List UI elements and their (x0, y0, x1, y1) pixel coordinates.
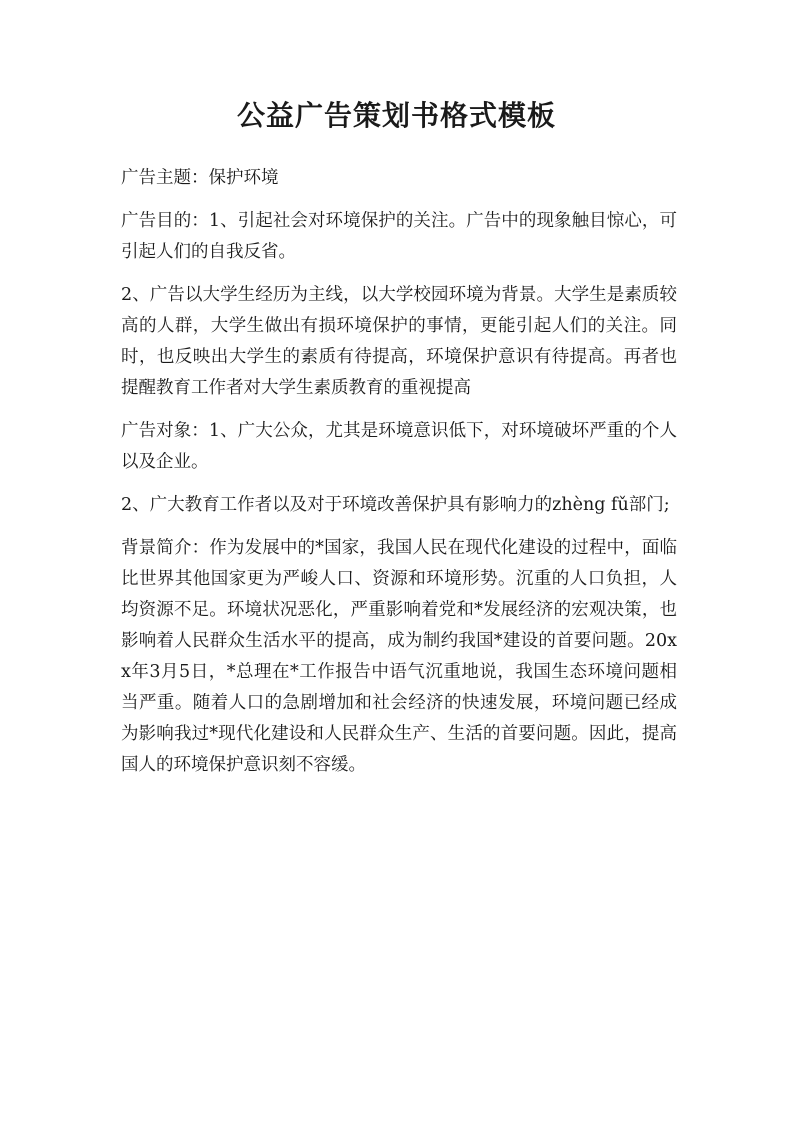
paragraph-ad-theme: 广告主题：保护环境 (121, 168, 279, 188)
paragraph-ad-audience: 广告对象：1、广大公众，尤其是环境意识低下，对环境破坏严重的个人以及企业。 (121, 421, 677, 472)
paragraph-ad-concept: 2、广告以大学生经历为主线，以大学校园环境为背景。大学生是素质较高的人群，大学生做出有损环境保护的事情，更能引起人们的关注。同时，也反映出大学生的素质有待提高，环境保护意识有待提高。再者也提醒教育工作者对大学生素质教育的重视提高 (121, 285, 677, 398)
document-body (121, 163, 677, 793)
document-title: 公益广告策划书格式模板 (236, 99, 556, 132)
paragraph-ad-purpose: 广告目的：1、引起社会对环境保护的关注。广告中的现象触目惊心，可引起人们的自我反省。 (121, 211, 677, 262)
paragraph-background: 背景简介：作为发展中的*国家，我国人民在现代化建设的过程中，面临比世界其他国家更为严峻人口、资源和环境形势。沉重的人口负担，人均资源不足。环境状况恶化，严重影响着党和*发展经济的宏观决策，也影响着人民群众生活水平的提高，成为制约我国*建设的首要问题。20xx年3月5日，*总理在*工作报告中语气沉重地说，我国生态环境问题相当严重。随着人口的急剧增加和社会经济的快速发展，环境问题已经成为影响我过*现代化建设和人民群众生产、生活的首要问题。因此，提高国人的环境保护意识刻不容缓。 (121, 538, 677, 775)
paragraph-ad-audience-2: 2、广大教育工作者以及对于环境改善保护具有影响力的zhèng fǔ部门; (121, 495, 670, 515)
